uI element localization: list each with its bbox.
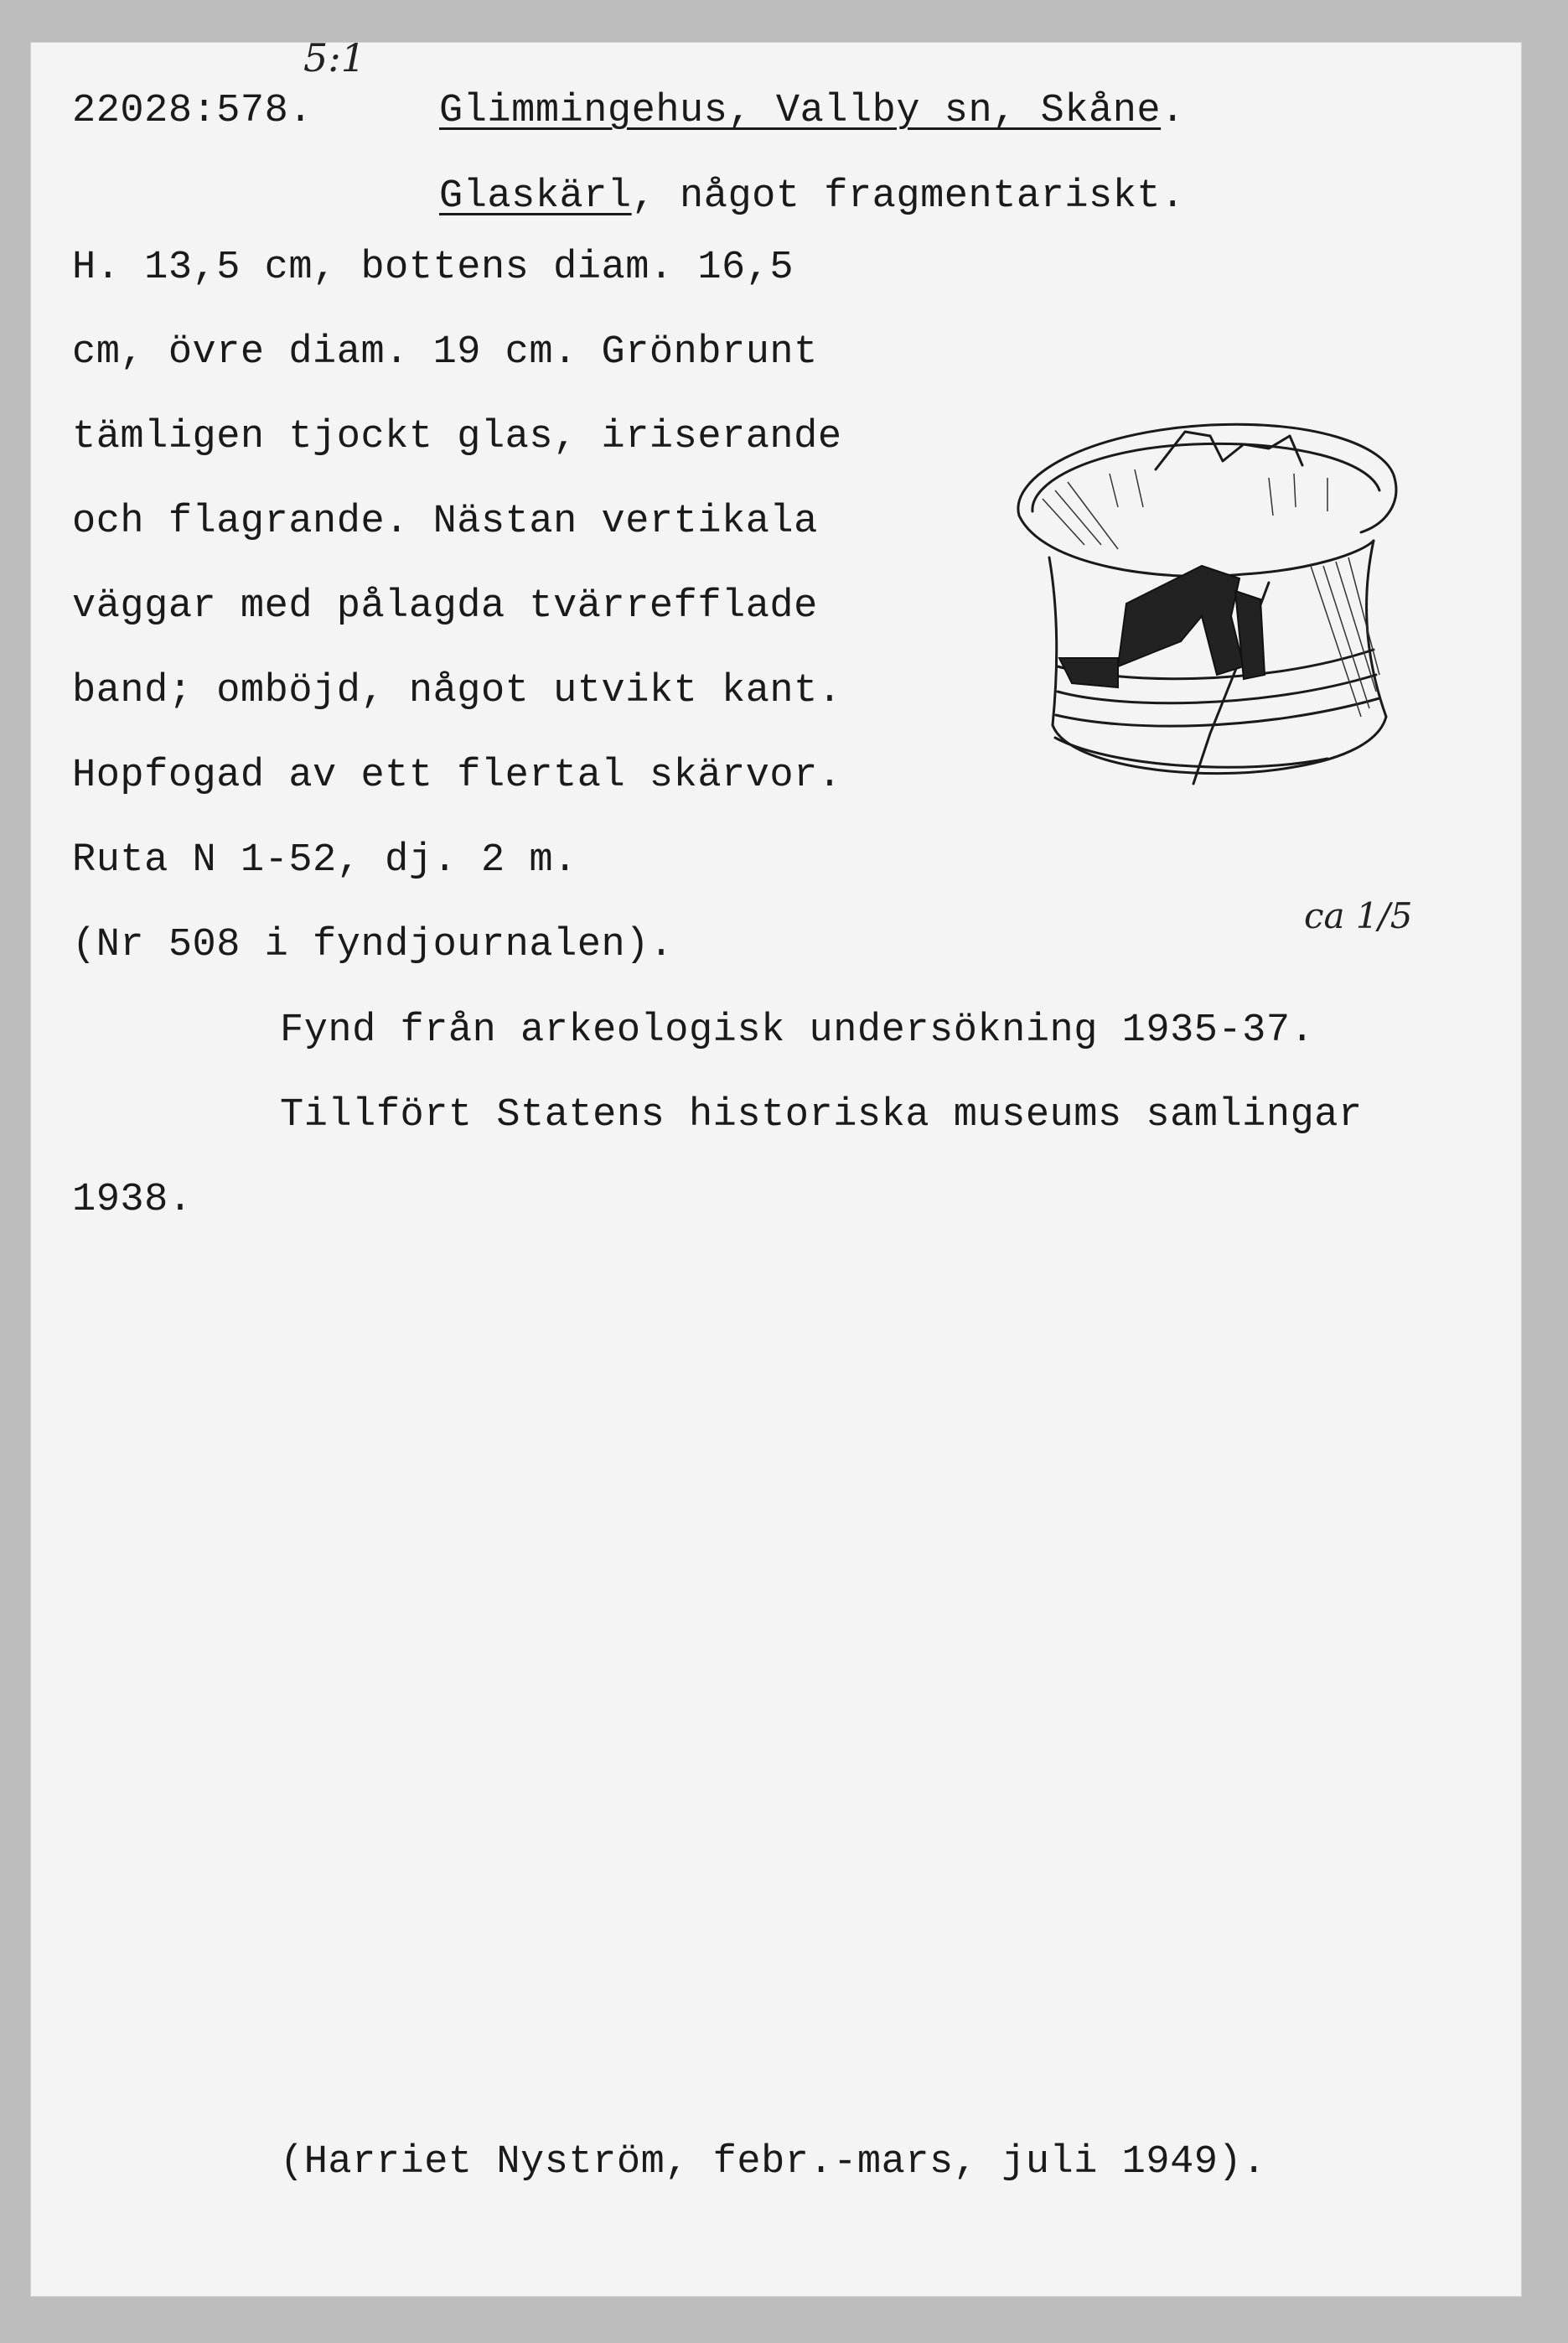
description-line: Ruta N 1-52, dj. 2 m. bbox=[72, 838, 577, 883]
description-line: H. 13,5 cm, bottens diam. 16,5 bbox=[72, 246, 794, 290]
description-line: och flagrande. Nästan vertikala bbox=[72, 500, 818, 544]
museum-note-year: 1938. bbox=[72, 1178, 193, 1222]
object-condition: , något fragmentariskt. bbox=[631, 174, 1185, 219]
description-line: Hopfogad av ett flertal skärvor. bbox=[72, 754, 842, 798]
description-line: band; omböjd, något utvikt kant. bbox=[72, 669, 842, 713]
description-line: väggar med pålagda tvärrefflade bbox=[72, 584, 818, 629]
catalog-card bbox=[30, 35, 1522, 2297]
find-note: Fynd från arkeologisk undersökning 1935-37. bbox=[280, 1008, 1315, 1053]
museum-note: Tillfört Statens historiska museums samlingar bbox=[280, 1093, 1363, 1138]
description-line: (Nr 508 i fyndjournalen). bbox=[72, 923, 674, 967]
handwritten-number: 5:1 bbox=[303, 35, 366, 80]
catalog-number: 22028:578. bbox=[72, 89, 313, 133]
scale-note: ca 1/5 bbox=[1304, 895, 1413, 936]
site-heading bbox=[439, 88, 1185, 135]
object-name: Glaskärl bbox=[439, 174, 632, 219]
glass-vessel-drawing bbox=[992, 398, 1445, 880]
site-period: . bbox=[1161, 89, 1185, 133]
site-name: Glimmingehus, Vallby sn, Skåne bbox=[439, 89, 1162, 133]
description-line: tämligen tjockt glas, iriserande bbox=[72, 415, 842, 459]
author-signature-line: (Harriet Nyström, febr.-mars, juli 1949). bbox=[280, 2140, 1266, 2185]
object-heading bbox=[439, 174, 1185, 220]
description-line: cm, övre diam. 19 cm. Grönbrunt bbox=[72, 330, 818, 375]
